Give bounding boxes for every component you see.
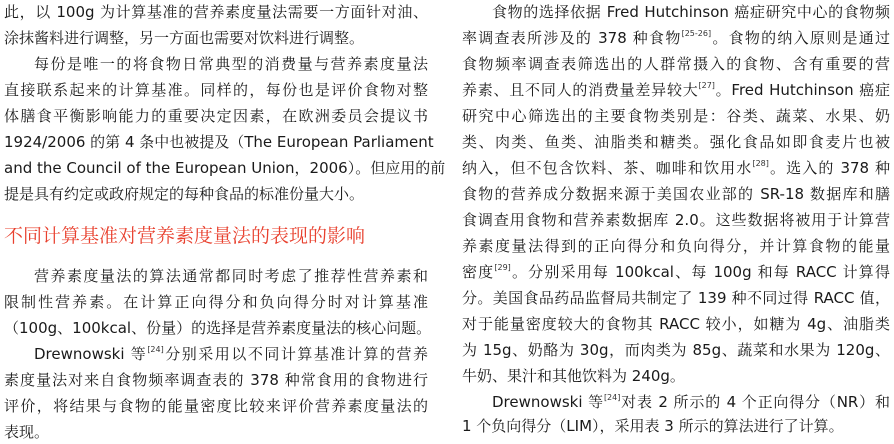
text-span: 。Fred Hutchinson 癌症 bbox=[714, 81, 890, 99]
text-span: Drewnowski 等 bbox=[492, 393, 604, 411]
text-span: 。食物的纳入原则是通过 bbox=[711, 29, 890, 47]
paragraph-line bbox=[462, 260, 890, 284]
paragraph-line: and the Council of the European Union，2006）。但应用的前 bbox=[4, 159, 446, 177]
citation-ref: [27] bbox=[698, 81, 715, 90]
paragraph-line: （100g、100kcal、份量）的选择是营养素度量法的核心问题。 bbox=[4, 319, 432, 337]
paragraph-line: 食物频率调查表筛选出的人群常摄入的食物、含有重要的营 bbox=[462, 55, 890, 73]
section-heading: 不同计算基准对营养素度量法的表现的影响 bbox=[4, 225, 366, 247]
text-span: 养素、且不同人的消费量差异较大 bbox=[462, 81, 699, 99]
paragraph-line bbox=[462, 78, 890, 102]
paragraph-line: 食物的选择依据 Fred Hutchinson 癌症研究中心的食物频 bbox=[492, 3, 890, 21]
paragraph-line bbox=[4, 342, 428, 366]
paragraph-line: 体膳食平衡影响能力的重要决定因素，在欧洲委员会提议书 bbox=[4, 107, 428, 125]
paragraph-line: 为 15g、奶酪为 30g，而肉类为 85g、蔬菜和水果为 120g、 bbox=[462, 341, 890, 359]
paragraph-line: 素度量法对来自食物频率调查表的 378 种常食用的食物进行 bbox=[4, 371, 428, 389]
citation-ref: [28] bbox=[752, 159, 769, 168]
paragraph-line: 类、肉类、鱼类、油脂类和糖类。强化食品如即食麦片也被 bbox=[462, 133, 890, 151]
citation-ref: [29] bbox=[494, 263, 511, 272]
paragraph-line: 食物的营养成分数据来源于美国农业部的 SR-18 数据库和膳 bbox=[462, 185, 890, 203]
paragraph-line: 每份是唯一的将食物日常典型的消费量与营养素度量法 bbox=[34, 55, 428, 73]
paragraph-line bbox=[462, 390, 890, 414]
text-span: 对表 2 所示的 4 个正向得分（NR）和 bbox=[620, 393, 890, 411]
paragraph-line bbox=[462, 26, 890, 50]
paragraph-line: 表现。 bbox=[4, 423, 50, 441]
paragraph-line bbox=[462, 156, 890, 180]
text-span: 分别采用以不同计算基准计算的营养 bbox=[163, 345, 428, 363]
paragraph-line: 牛奶、果汁和其他饮料为 240g。 bbox=[462, 367, 685, 385]
paragraph-line: 养素度量法得到的正向得分和负向得分，并计算食物的能量 bbox=[462, 237, 890, 255]
paragraph-line: 分。美国食品药品监督局共制定了 139 种不同过得 RACC 值， bbox=[462, 289, 890, 307]
text-span: 率调查表所涉及的 378 种食物 bbox=[462, 29, 682, 47]
text-span: 密度 bbox=[462, 263, 495, 281]
paragraph-line: 此，以 100g 为计算基准的营养素度量法需要一方面针对油、 bbox=[4, 3, 428, 21]
paragraph-line: 评价，将结果与食物的能量密度比较来评价营养素度量法的 bbox=[4, 397, 428, 415]
paragraph-line: 直接联系起来的计算基准。同样的，每份也是评价食物对整 bbox=[4, 81, 428, 99]
paragraph-line: 对于能量密度较大的食物其 RACC 较小，如糖为 4g、油脂类 bbox=[462, 315, 890, 333]
citation-ref: [25-26] bbox=[681, 29, 712, 38]
paragraph-line: 研究中心筛选出的主要食物类别是：谷类、蔬菜、水果、奶 bbox=[462, 107, 890, 125]
text-span: Drewnowski 等 bbox=[34, 345, 148, 363]
paragraph-line: 1924/2006 的第 4 条中也被提及（The European Parliament bbox=[4, 133, 434, 151]
citation-ref: [24] bbox=[603, 393, 621, 402]
paragraph-line: 食调查用食物和营养素数据库 2.0。这些数据将被用于计算营 bbox=[462, 211, 890, 229]
paragraph-line: 提是具有约定或政府规定的每种食品的标准份量大小。 bbox=[4, 185, 365, 203]
paragraph-line: 涂抹酱料进行调整，另一方面也需要对饮料进行调整。 bbox=[4, 29, 365, 47]
paragraph-line: 营养素度量法的算法通常都同时考虑了推荐性营养素和 bbox=[34, 267, 428, 285]
citation-ref: [24] bbox=[147, 345, 164, 354]
text-span: 。分别采用每 100kcal、每 100g 和每 RACC 计算得 bbox=[510, 263, 890, 281]
text-span: 。选入的 378 种 bbox=[768, 159, 890, 177]
paragraph-line: 1 个负向得分（LIM），采用表 3 所示的算法进行了计算。 bbox=[462, 417, 844, 435]
text-span: 纳入，但不包含饮料、茶、咖啡和饮用水 bbox=[462, 159, 753, 177]
paragraph-line: 限制性营养素。在计算正向得分和负向得分时对计算基准 bbox=[4, 293, 428, 311]
